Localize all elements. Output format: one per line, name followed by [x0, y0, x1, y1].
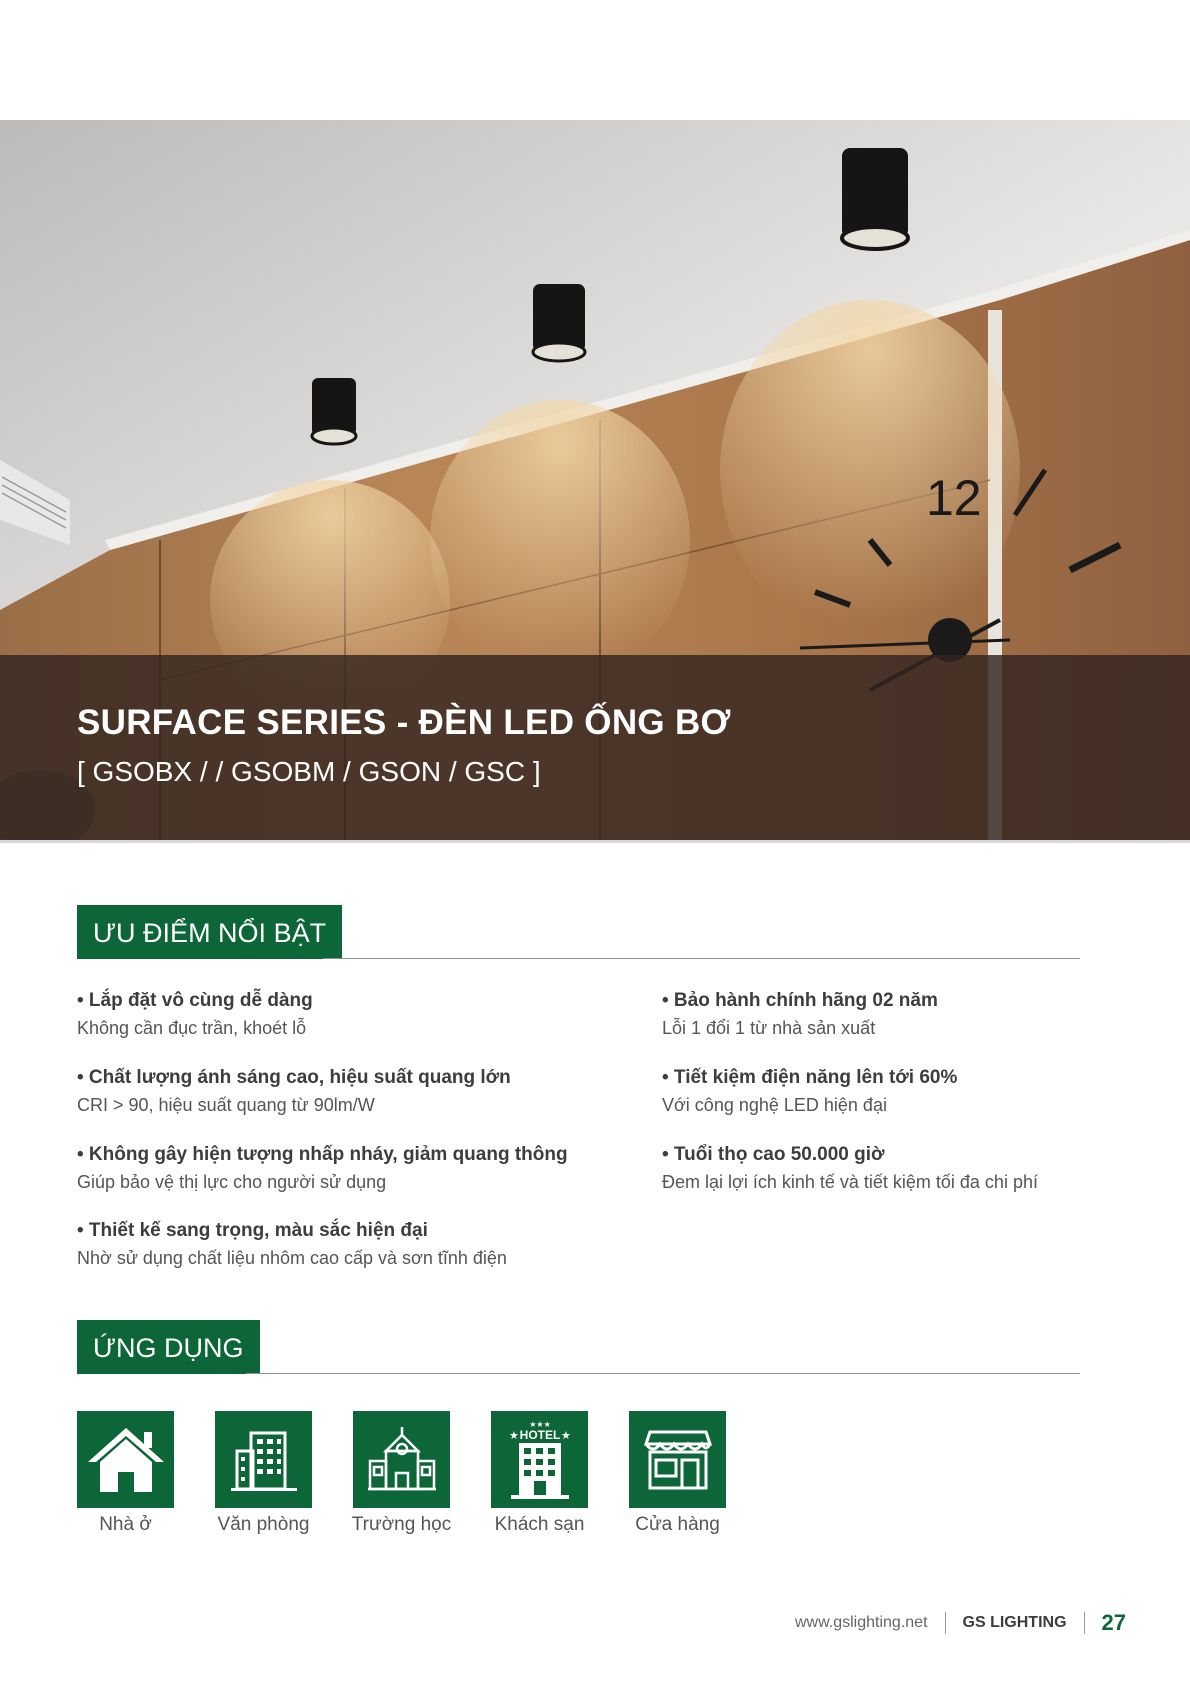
house-icon — [77, 1411, 174, 1508]
downlight-medium — [533, 284, 585, 361]
downlight-small — [312, 378, 356, 444]
applications-heading-rule — [246, 1373, 1080, 1374]
advantage-title: • Lắp đặt vô cùng dễ dàng — [77, 990, 313, 1011]
advantage-title: • Không gây hiện tượng nhấp nháy, giảm quang thông — [77, 1144, 568, 1165]
advantage-item — [662, 1065, 1182, 1119]
school-icon — [353, 1411, 450, 1508]
hero-banner — [0, 120, 1190, 842]
footer-divider — [945, 1612, 946, 1634]
hotel-sign-text: HOTEL — [519, 1427, 560, 1442]
product-series-title: SURFACE SERIES - ĐÈN LED ỐNG BƠ — [77, 703, 731, 742]
advantage-item — [77, 1142, 597, 1196]
advantage-title: • Tuổi thọ cao 50.000 giờ — [662, 1144, 885, 1165]
advantage-title: • Thiết kế sang trọng, màu sắc hiện đại — [77, 1220, 428, 1241]
application-label: Trường học — [351, 1514, 452, 1535]
website-url: www.gslighting.net — [795, 1614, 928, 1631]
footer-divider — [1084, 1612, 1085, 1634]
advantages-heading-rule — [323, 958, 1080, 959]
advantage-description: Lỗi 1 đổi 1 từ nhà sản xuất — [662, 1018, 876, 1038]
hero-bottom-divider — [0, 840, 1190, 843]
advantages-heading: ƯU ĐIỂM NỔI BẬT — [77, 905, 342, 959]
advantage-description: Nhờ sử dụng chất liệu nhôm cao cấp và sơn tĩnh điện — [77, 1248, 507, 1268]
advantage-description: Đem lại lợi ích kinh tế và tiết kiệm tối đa chi phí — [662, 1172, 1038, 1192]
advantage-description: CRI > 90, hiệu suất quang từ 90lm/W — [77, 1095, 375, 1115]
advantage-description: Giúp bảo vệ thị lực cho người sử dụng — [77, 1172, 387, 1192]
applications-heading: ỨNG DỤNG — [77, 1320, 260, 1374]
svg-text:12: 12 — [926, 470, 982, 526]
application-item-office — [215, 1411, 312, 1535]
advantage-item — [77, 1218, 597, 1272]
advantage-item — [77, 988, 597, 1042]
advantage-title: • Chất lượng ánh sáng cao, hiệu suất quang lớn — [77, 1067, 511, 1088]
hotel-icon — [491, 1411, 588, 1508]
advantage-description: Không cần đục trần, khoét lỗ — [77, 1018, 307, 1038]
application-label: Văn phòng — [217, 1514, 310, 1535]
office-building-icon — [215, 1411, 312, 1508]
application-label: Nhà ở — [99, 1514, 152, 1535]
store-icon — [629, 1411, 726, 1508]
page-footer — [795, 1608, 1126, 1638]
advantage-item — [77, 1065, 597, 1119]
page-number: 27 — [1101, 1610, 1126, 1635]
advantage-title: • Tiết kiệm điện năng lên tới 60% — [662, 1067, 958, 1088]
downlight-large — [842, 148, 908, 249]
advantages-section-header — [77, 905, 1080, 959]
application-item-hotel — [491, 1411, 588, 1535]
advantage-description: Với công nghệ LED hiện đại — [662, 1095, 887, 1115]
application-item-store — [629, 1411, 726, 1535]
hero-title-band — [0, 655, 1190, 842]
advantage-title: • Bảo hành chính hãng 02 năm — [662, 990, 938, 1011]
brand-name: GS LIGHTING — [962, 1614, 1067, 1631]
application-item-house — [77, 1411, 174, 1535]
applications-section-header — [77, 1320, 1080, 1374]
application-item-school — [351, 1411, 452, 1535]
application-label: Cửa hàng — [635, 1514, 720, 1535]
advantage-item — [662, 1142, 1182, 1196]
svg-text:★: ★ — [508, 1428, 519, 1442]
svg-text:★: ★ — [560, 1428, 571, 1442]
svg-text:★★★: ★★★ — [528, 1419, 551, 1429]
product-model-codes: [ GSOBX / / GSOBM / GSON / GSC ] — [77, 756, 541, 787]
application-label: Khách sạn — [494, 1514, 585, 1535]
advantage-item — [662, 988, 1182, 1042]
